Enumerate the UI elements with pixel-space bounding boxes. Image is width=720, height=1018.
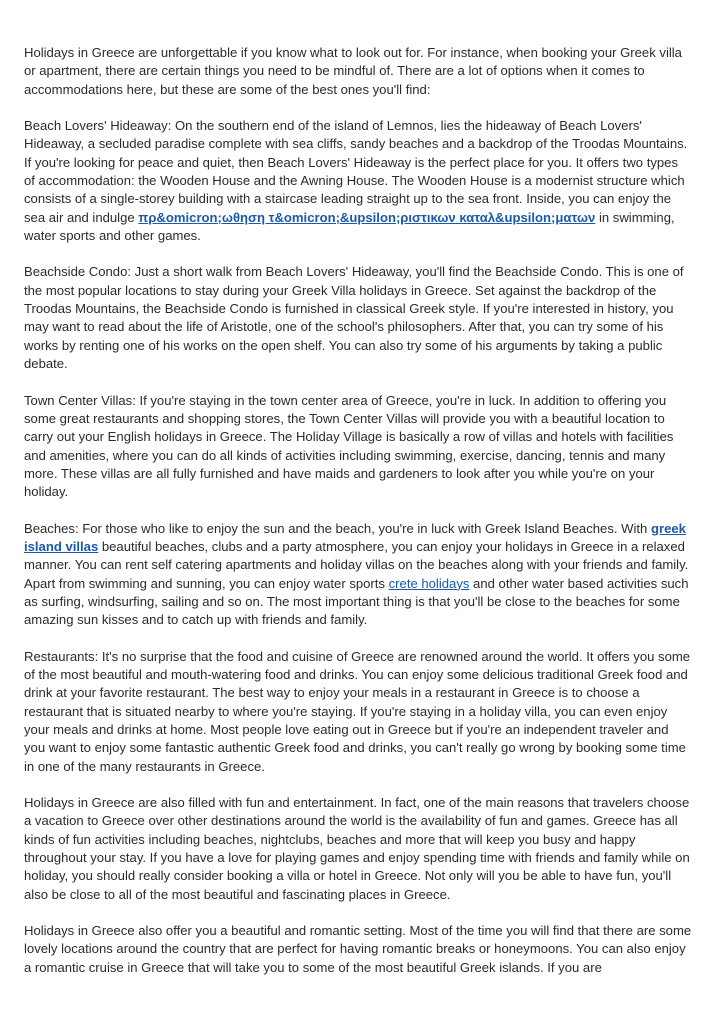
crete-holidays-link[interactable]: crete holidays [388, 575, 470, 591]
paragraph-text: Town Center Villas: If you're staying in the town center area of Greece, you're in luck. In addition to offering you some great restaurants and shopping stores, the Town Center Villas will provide you with a beautiful location to carry out your English holidays in Greece. The Holiday Village is basically a row of villas and hotels with facilities and amenities, where you can do all kinds of activities including swimming, exercise, dancing, tennis and many more. These villas are all fully furnished and have maids and gardeners to look after you while you're on your holiday. [24, 392, 674, 500]
paragraph-intro-text: Holidays in Greece are unforgettable if you know what to look out for. For instance, when booking your Greek villa or apartment, there are certain things you need to be mindful of. There are a lot of options when it comes to accommodations here, but these are some of the best ones you'll find: [24, 45, 682, 97]
paragraph-beachside-condo [24, 263, 692, 373]
paragraph-text: Beachside Condo: Just a short walk from Beach Lovers' Hideaway, you'll find the Beachside Condo. This is one of the most popular locations to stay during your Greek Villa holidays in Greece. Set against the backdrop of the Troodas Mountains, the Beachside Condo is furnished in classical Greek style. If you're interested in history, you may want to read about the life of Aristotle, one of the school's philosophers. After that, you can try some of his works by renting one of his works on the open shelf. You can also try some of his arguments by taking a public debate. [24, 264, 684, 372]
paragraph-fun-entertainment [24, 794, 692, 904]
paragraph-text: Beaches: For those who like to enjoy the sun and the beach, you're in luck with Greek Island Beaches. With [24, 520, 651, 536]
paragraph-intro [24, 44, 692, 99]
paragraph-restaurants [24, 648, 692, 776]
paragraph-text: and other water based activities such as surfing, windsurfing, sailing and so on. The most important thing is that you'll be close to the beaches for some amazing sun kisses and to catch up with friends and family. [24, 575, 689, 628]
greek-island-villas-link[interactable]: greek island villas [24, 520, 686, 554]
paragraph-beaches [24, 520, 692, 630]
paragraph-text: beautiful beaches, clubs and a party atmosphere, you can enjoy your holidays in Greece in a relaxed manner. You can rent self catering apartments and holiday villas on the beaches along with your friends and family. Apart from swimming and sunning, you can enjoy water sports [24, 538, 689, 591]
paragraph-beach-lovers-hideaway [24, 117, 692, 245]
paragraph-text: Beach Lovers' Hideaway: On the southern end of the island of Lemnos, lies the hideaway of Beach Lovers' Hideaway, a secluded paradise complete with sea cliffs, sandy beaches and a backdrop of the Troodas Mountains. If you're looking for peace and quiet, then Beach Lovers' Hideaway is the perfect place for you. It offers two types of accommodation: the Wooden House and the Awning House. The Wooden House is a modernist structure which consists of a single-storey building with a staircase leading straight up to the sea front. Inside, you can enjoy the sea air and indulge [24, 118, 688, 225]
paragraph-text: in swimming, water sports and other games. [24, 209, 675, 244]
paragraph-romantic-setting [24, 922, 692, 977]
greek-promotion-link[interactable]: πρ&omicron;ωθηση τ&omicron;&upsilon;ριστικων καταλ&upsilon;ματων [138, 209, 596, 225]
paragraph-text: Restaurants: It's no surprise that the food and cuisine of Greece are renowned around the world. It offers you some of the most beautiful and mouth-watering food and drinks. You can enjoy some delicious traditional Greek food and drink at your favorite restaurant. The best way to enjoy your meals in a restaurant in Greece is to choose a restaurant that is situated nearby to where you're staying. If you're staying in a holiday villa, you can even enjoy your meals and drinks at home. Most people love eating out in Greece but if you're an independent traveler and you want to enjoy some fantastic authentic Greek food and drinks, you can't really go wrong by booking some time in one of the many restaurants in Greece. [24, 648, 691, 774]
paragraph-text: Holidays in Greece also offer you a beautiful and romantic setting. Most of the time you will find that there are some lovely locations around the country that are perfect for having romantic breaks or honeymoons. You can also enjoy a romantic cruise in Greece that will take you to some of the most beautiful Greek islands. If you are [24, 923, 692, 975]
paragraph-town-center-villas [24, 392, 692, 502]
paragraph-text: Holidays in Greece are also filled with fun and entertainment. In fact, one of the main reasons that travelers choose a vacation to Greece over other destinations around the world is the availability of fun and games. Greece has all kinds of fun activities including beaches, nightclubs, beaches and more that will keep you busy and happy throughout your stay. If you have a love for playing games and enjoy spending time with friends and family while on holiday, you should really consider booking a villa or hotel in Greece. Not only will you be able to have fun, you'll also be close to all of the most beautiful and fascinating places in Greece. [24, 795, 690, 902]
